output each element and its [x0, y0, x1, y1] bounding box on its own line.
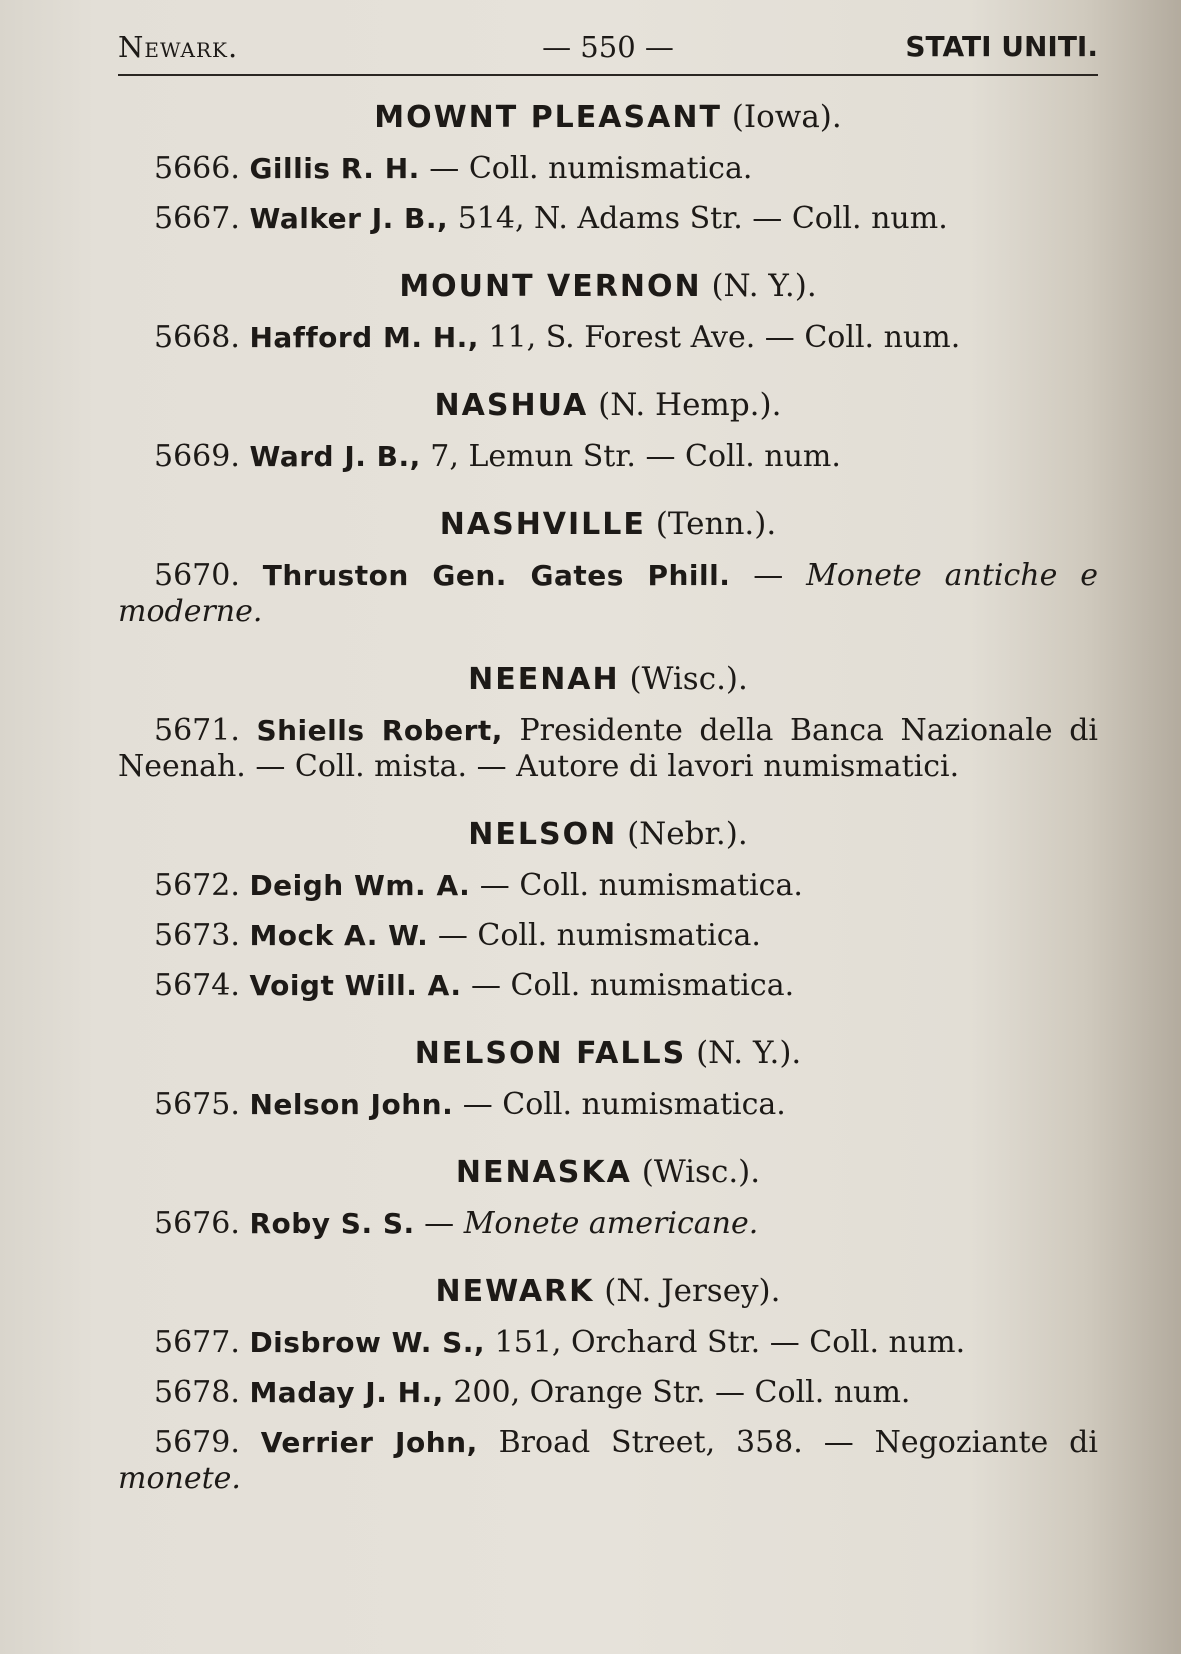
entry-description: — Coll. numismatica. — [453, 1087, 786, 1122]
entry-number: 5678. — [154, 1375, 240, 1410]
entry-name: Nelson John. — [249, 1088, 454, 1121]
place-region: (Nebr.). — [627, 816, 748, 852]
entry-description: Presidente della Banca Nazionale di Neenah. — Coll. mista. — Autore di lavori numismatici. — [118, 713, 1098, 784]
place-region: (N. Y.). — [711, 268, 817, 304]
entry-name: Walker J. B., — [249, 202, 449, 235]
running-head-right: STATI UNITI. — [905, 30, 1098, 63]
entry-name: Thruston Gen. Gates Phill. — [262, 559, 731, 592]
directory-entry — [118, 918, 1098, 954]
entry-number: 5676. — [154, 1206, 240, 1241]
place-region: (Wisc.). — [641, 1154, 761, 1190]
entry-number: 5674. — [154, 968, 240, 1003]
entry-number: 5677. — [154, 1325, 240, 1360]
entry-name: Hafford M. H., — [249, 321, 479, 354]
place-region: (Wisc.). — [629, 661, 748, 697]
entry-number: 5670. — [154, 558, 240, 593]
place-heading — [118, 1034, 1098, 1073]
entry-number: 5672. — [154, 868, 240, 903]
place-name: MOWNT PLEASANT — [374, 100, 722, 135]
entry-number: 5669. — [154, 439, 240, 474]
place-heading — [118, 386, 1098, 425]
place-heading — [118, 660, 1098, 699]
directory-listing — [118, 98, 1098, 1497]
place-name: NEENAH — [468, 662, 620, 697]
place-heading — [118, 815, 1098, 854]
page-number: — 550 — — [542, 30, 674, 64]
directory-entry — [118, 1425, 1098, 1497]
entry-name: Voigt Will. A. — [249, 969, 462, 1002]
directory-entry — [118, 713, 1098, 785]
directory-entry — [118, 968, 1098, 1004]
place-region: (N. Hemp.). — [598, 387, 782, 423]
directory-entry — [118, 868, 1098, 904]
entry-description-italic: Monete antiche e moderne. — [118, 558, 1098, 629]
entry-number: 5679. — [154, 1425, 240, 1460]
place-heading — [118, 1272, 1098, 1311]
place-name: MOUNT VERNON — [399, 269, 702, 304]
place-name: NASHUA — [434, 388, 589, 423]
place-region: (N. Y.). — [696, 1035, 802, 1071]
entry-name: Shiells Robert, — [256, 714, 503, 747]
place-heading — [118, 505, 1098, 544]
directory-entry — [118, 558, 1098, 630]
entry-description: — Coll. numismatica. — [470, 868, 803, 903]
entry-description-italic: monete. — [118, 1461, 241, 1496]
place-name: NASHVILLE — [439, 507, 646, 542]
entry-description: — — [414, 1206, 464, 1241]
directory-entry — [118, 439, 1098, 475]
entry-name: Verrier John, — [260, 1426, 478, 1459]
entry-name: Roby S. S. — [249, 1207, 415, 1240]
place-name: NELSON FALLS — [414, 1036, 687, 1071]
book-page — [118, 22, 1098, 1511]
place-region: (Iowa). — [731, 99, 842, 135]
place-heading — [118, 1153, 1098, 1192]
entry-number: 5673. — [154, 918, 240, 953]
entry-description: — Coll. numismatica. — [419, 151, 753, 186]
place-region: (N. Jersey). — [604, 1273, 781, 1309]
entry-description: 7, Lemun Str. — Coll. num. — [420, 439, 841, 474]
directory-entry — [118, 1087, 1098, 1123]
entry-description: — Coll. numismatica. — [461, 968, 795, 1003]
place-name: NEWARK — [435, 1274, 595, 1309]
entry-name: Maday J. H., — [249, 1376, 444, 1409]
entry-number: 5668. — [154, 320, 240, 355]
place-region: (Tenn.). — [655, 506, 777, 542]
entry-name: Gillis R. H. — [249, 152, 420, 185]
running-head-left: Newark. — [118, 30, 239, 64]
entry-number: 5671. — [154, 713, 240, 748]
entry-description: 514, N. Adams Str. — Coll. num. — [448, 201, 948, 236]
entry-description: 151, Orchard Str. — Coll. num. — [485, 1325, 966, 1360]
directory-entry — [118, 201, 1098, 237]
directory-entry — [118, 1325, 1098, 1361]
entry-description: 11, S. Forest Ave. — Coll. num. — [478, 320, 961, 355]
directory-entry — [118, 320, 1098, 356]
entry-description: 200, Orange Str. — Coll. num. — [443, 1375, 911, 1410]
entry-number: 5675. — [154, 1087, 240, 1122]
entry-name: Disbrow W. S., — [249, 1326, 486, 1359]
directory-entry — [118, 1206, 1098, 1242]
place-name: NELSON — [468, 817, 618, 852]
place-name: NENASKA — [455, 1155, 632, 1190]
entry-name: Ward J. B., — [249, 440, 421, 473]
entry-number: 5667. — [154, 201, 240, 236]
entry-description: — Coll. numismatica. — [428, 918, 761, 953]
place-heading — [118, 267, 1098, 306]
running-head — [118, 22, 1098, 76]
entry-description: — — [730, 558, 807, 593]
entry-number: 5666. — [154, 151, 240, 186]
directory-entry — [118, 1375, 1098, 1411]
entry-name: Deigh Wm. A. — [249, 869, 471, 902]
entry-name: Mock A. W. — [249, 919, 429, 952]
entry-description-italic: Monete americane. — [463, 1206, 759, 1241]
place-heading — [118, 98, 1098, 137]
entry-description: Broad Street, 358. — Negoziante di — [477, 1425, 1098, 1460]
directory-entry — [118, 151, 1098, 187]
